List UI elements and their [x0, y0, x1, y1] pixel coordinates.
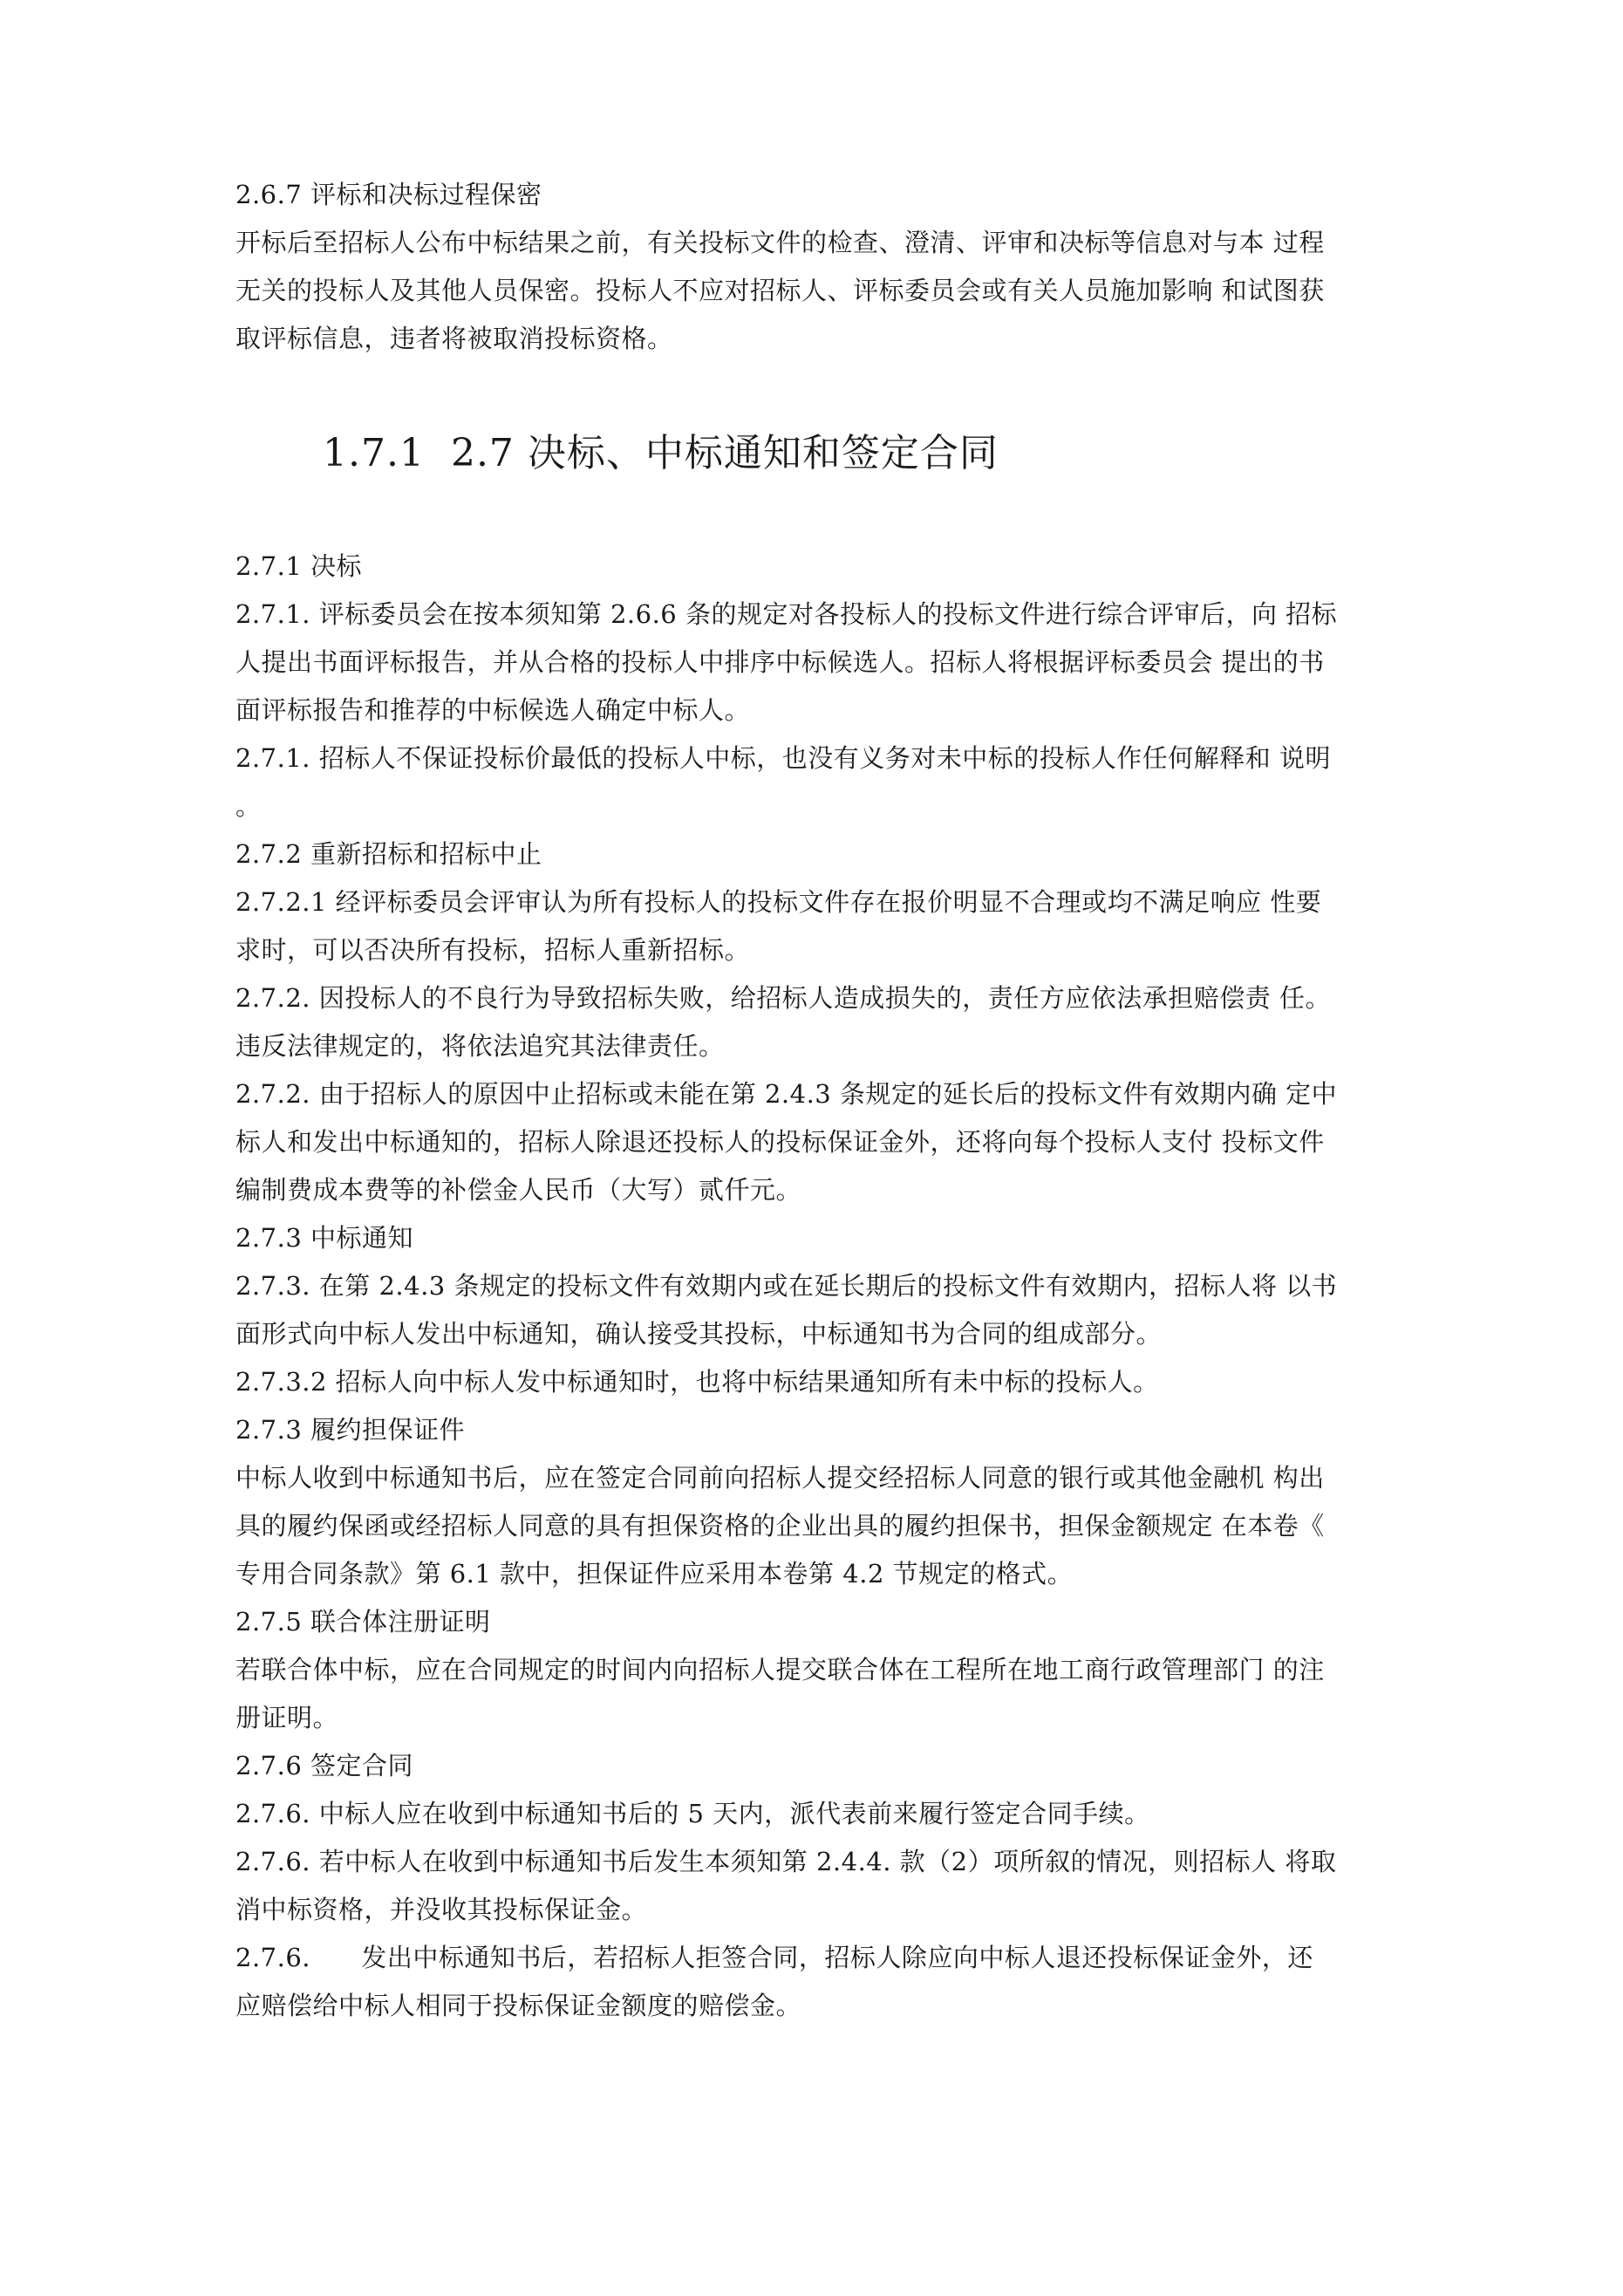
paragraph-line: 开标后至招标人公布中标结果之前，有关投标文件的检查、澄清、评审和决标等信息对与本 过程 — [235, 228, 1325, 257]
paragraph-line: 专用合同条款》第 6.1 款中，担保证件应采用本卷第 4.2 节规定的格式。 — [235, 1559, 1074, 1589]
paragraph-line: 中标人收到中标通知书后，应在签定合同前向招标人提交经招标人同意的银行或其他金融机 构出 — [235, 1463, 1325, 1493]
paragraph-line: 2.7.2. 因投标人的不良行为导致招标失败，给招标人造成损失的，责任方应依法承担赔偿责 任。 — [235, 983, 1331, 1013]
section-2-6-7 — [235, 171, 1395, 363]
paragraph-line: 册证明。 — [235, 1703, 339, 1732]
paragraph-line: 2.7.6. 中标人应在收到中标通知书后的 5 天内，派代表前来履行签定合同手续。 — [235, 1799, 1150, 1828]
paragraph-line: 2.7.6. 发出中标通知书后，若招标人拒签合同，招标人除应向中标人退还投标保证金外，还 — [235, 1943, 1313, 1972]
paragraph-line: 人提出书面评标报告，并从合格的投标人中排序中标候选人。招标人将根据评标委员会 提出的书 — [235, 647, 1325, 677]
paragraph-line: 2.7.3. 在第 2.4.3 条规定的投标文件有效期内或在延长期后的投标文件有效期内，招标人将 以书 — [235, 1271, 1338, 1301]
paragraph-line: 2.7.3.2 招标人向中标人发中标通知时，也将中标结果通知所有未中标的投标人。 — [235, 1367, 1159, 1397]
subsection-title: 2.7.5 联合体注册证明 — [235, 1607, 491, 1637]
subsection-title: 2.7.3 履约担保证件 — [235, 1415, 466, 1445]
heading-title: 2.7 决标、中标通知和签定合同 — [450, 431, 999, 475]
paragraph-line: 2.7.2.1 经评标委员会评审认为所有投标人的投标文件存在报价明显不合理或均不满足响应 性要 — [235, 887, 1322, 917]
paragraph-line: 求时，可以否决所有投标，招标人重新招标。 — [235, 935, 751, 965]
paragraph-line: 标人和发出中标通知的，招标人除退还投标人的投标保证金外，还将向每个投标人支付 投标文件 — [235, 1127, 1325, 1157]
paragraph-line: 编制费成本费等的补偿金人民币（大写）贰仟元。 — [235, 1175, 802, 1205]
paragraph-line: 2.7.1. 招标人不保证投标价最低的投标人中标，也没有义务对未中标的投标人作任何解释和 说明 — [235, 743, 1331, 773]
subsection-title: 2.7.1 决标 — [235, 551, 363, 581]
paragraph-line: 面评标报告和推荐的中标候选人确定中标人。 — [235, 695, 751, 725]
paragraph-line: 应赔偿给中标人相同于投标保证金额度的赔偿金。 — [235, 1991, 802, 2020]
section-2-7 — [235, 543, 1395, 2030]
paragraph-line: 具的履约保函或经招标人同意的具有担保资格的企业出具的履约担保书，担保金额规定 在本卷《 — [235, 1511, 1325, 1541]
chapter-heading — [323, 427, 999, 480]
paragraph-line: 。 — [235, 791, 262, 821]
paragraph-line: 若联合体中标，应在合同规定的时间内向招标人提交联合体在工程所在地工商行政管理部门 的注 — [235, 1655, 1325, 1684]
paragraph-line: 取评标信息，违者将被取消投标资格。 — [235, 324, 673, 353]
subsection-title: 2.7.6 签定合同 — [235, 1751, 414, 1780]
subsection-title: 2.7.2 重新招标和招标中止 — [235, 839, 542, 869]
paragraph-line: 2.7.1. 评标委员会在按本须知第 2.6.6 条的规定对各投标人的投标文件进行综合评审后，向 招标 — [235, 599, 1338, 629]
subsection-title: 2.7.3 中标通知 — [235, 1223, 414, 1253]
paragraph-line: 消中标资格，并没收其投标保证金。 — [235, 1895, 648, 1924]
section-title-2-6-7: 2.6.7 评标和决标过程保密 — [235, 180, 542, 209]
paragraph-line: 无关的投标人及其他人员保密。投标人不应对招标人、评标委员会或有关人员施加影响 和试图获 — [235, 276, 1325, 305]
paragraph-line: 面形式向中标人发出中标通知，确认接受其投标，中标通知书为合同的组成部分。 — [235, 1319, 1163, 1349]
paragraph-line: 违反法律规定的，将依法追究其法律责任。 — [235, 1031, 725, 1061]
paragraph-line: 2.7.2. 由于招标人的原因中止招标或未能在第 2.4.3 条规定的延长后的投标文件有效期内确 定中 — [235, 1079, 1338, 1109]
paragraph-line: 2.7.6. 若中标人在收到中标通知书后发生本须知第 2.4.4. 款（2）项所叙的情况，则招标人 将取 — [235, 1847, 1337, 1876]
heading-number: 1.7.1 — [323, 431, 425, 475]
